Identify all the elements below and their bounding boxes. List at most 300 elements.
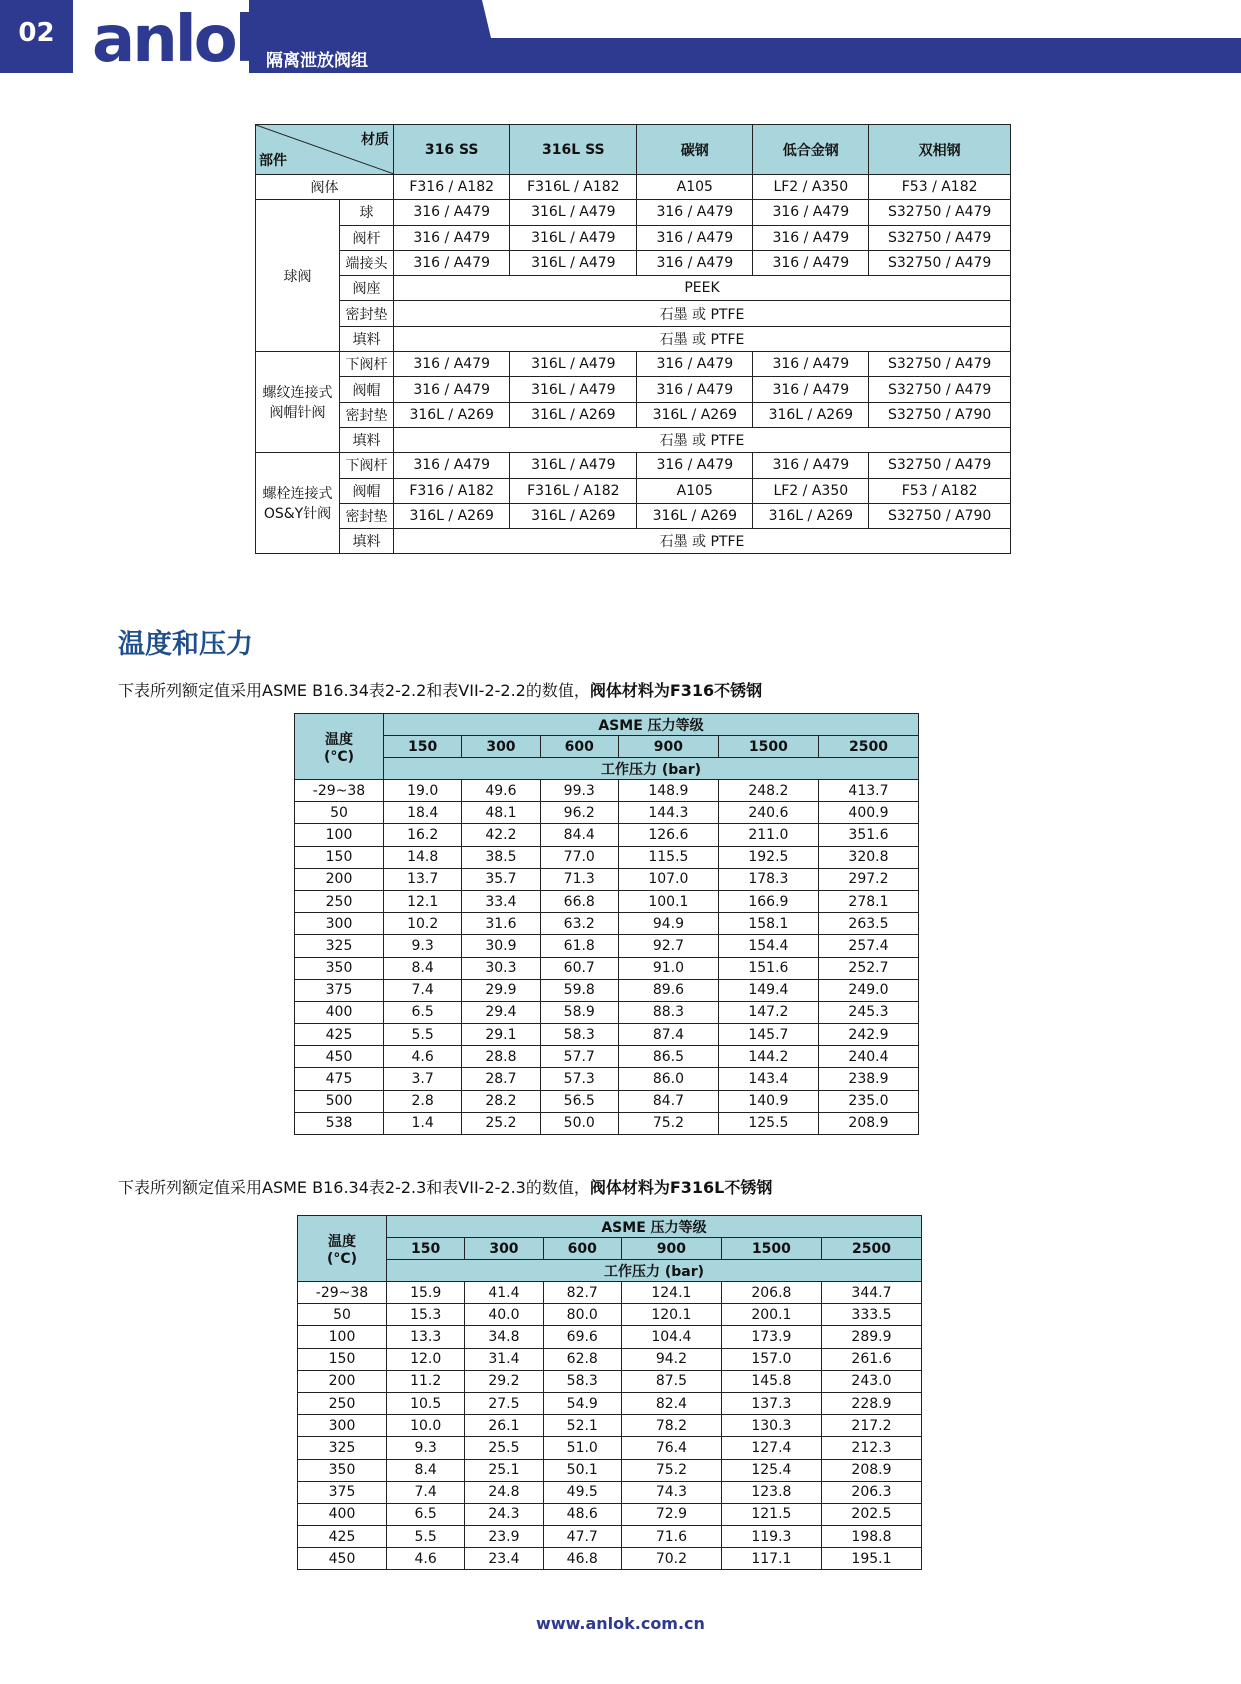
table-cell: 316 / A479 [753, 453, 869, 478]
pressure-cell: 13.7 [384, 868, 462, 890]
table-cell: S32750 / A479 [869, 352, 1011, 377]
note-bold: 阀体材料为F316L不锈钢 [589, 1178, 773, 1197]
pressure-cell: 82.4 [621, 1392, 721, 1414]
pressure-cell: 125.4 [721, 1459, 821, 1481]
table-cell: 316L / A479 [510, 225, 637, 250]
table-row [295, 824, 919, 846]
pressure-cell: 50.1 [543, 1459, 621, 1481]
part-label: 密封垫 [340, 503, 394, 528]
pressure-cell: 34.8 [465, 1326, 543, 1348]
table-cell: 316 / A479 [637, 453, 753, 478]
group-label-threaded-bonnet-needle-valve [256, 352, 340, 453]
pressure-cell: 238.9 [818, 1068, 918, 1090]
table-cell: 316L / A479 [510, 200, 637, 225]
pressure-cell: 75.2 [621, 1459, 721, 1481]
table-cell: 316 / A479 [753, 377, 869, 402]
pressure-cell: 413.7 [818, 780, 918, 802]
pressure-cell: 400.9 [818, 802, 918, 824]
pressure-cell: 25.1 [465, 1459, 543, 1481]
table-row [298, 1526, 922, 1548]
pressure-cell: 120.1 [621, 1304, 721, 1326]
logo: anlok [92, 3, 275, 77]
part-label: 填料 [340, 427, 394, 452]
table-cell: F316 / A182 [394, 478, 510, 503]
material-table [255, 124, 1011, 554]
part-label: 阀座 [340, 276, 394, 301]
class-cell: 300 [462, 736, 540, 758]
table-cell: A105 [637, 478, 753, 503]
pressure-cell: 13.3 [387, 1326, 465, 1348]
pressure-cell: 178.3 [718, 868, 818, 890]
table-cell: 316 / A479 [637, 225, 753, 250]
pressure-cell: 87.4 [618, 1024, 718, 1046]
pressure-cell: 252.7 [818, 957, 918, 979]
pressure-cell: 27.5 [465, 1392, 543, 1414]
table-cell: F53 / A182 [869, 478, 1011, 503]
pressure-cell: 86.5 [618, 1046, 718, 1068]
pressure-cell: 30.3 [462, 957, 540, 979]
table-cell: S32750 / A479 [869, 225, 1011, 250]
pressure-cell: 320.8 [818, 846, 918, 868]
pressure-cell: 56.5 [540, 1090, 618, 1112]
table-cell: S32750 / A790 [869, 402, 1011, 427]
pressure-cell: 29.2 [465, 1370, 543, 1392]
table-cell: 316 / A479 [753, 225, 869, 250]
pressure-cell: 23.9 [465, 1526, 543, 1548]
pressure-cell: 8.4 [387, 1459, 465, 1481]
table-cell: 316 / A479 [394, 352, 510, 377]
pressure-cell: 54.9 [543, 1392, 621, 1414]
table-row [298, 1282, 922, 1304]
part-label: 填料 [340, 529, 394, 554]
pressure-cell: 24.8 [465, 1481, 543, 1503]
pressure-cell: 2.8 [384, 1090, 462, 1112]
class-cell: 1500 [718, 736, 818, 758]
table-row [298, 1437, 922, 1459]
class-header: ASME 压力等级 [384, 714, 919, 736]
material-header: 316L SS [510, 125, 637, 175]
pressure-cell: 261.6 [821, 1348, 921, 1370]
pressure-cell: 243.0 [821, 1370, 921, 1392]
pressure-cell: 235.0 [818, 1090, 918, 1112]
table-cell: 316 / A479 [637, 250, 753, 275]
table-cell: F53 / A182 [869, 175, 1011, 200]
pressure-cell: 25.2 [462, 1112, 540, 1134]
pressure-cell: 18.4 [384, 802, 462, 824]
unit-header: 工作压力 (bar) [387, 1260, 922, 1282]
temp-cell: 200 [298, 1370, 387, 1392]
pressure-cell: 10.2 [384, 913, 462, 935]
pressure-cell: 195.1 [821, 1548, 921, 1570]
table-cell: 316 / A479 [753, 352, 869, 377]
pressure-cell: 344.7 [821, 1282, 921, 1304]
material-header: 低合金钢 [753, 125, 869, 175]
class-cell: 2500 [821, 1238, 921, 1260]
pressure-cell: 35.7 [462, 868, 540, 890]
pressure-cell: 1.4 [384, 1112, 462, 1134]
pressure-cell: 242.9 [818, 1024, 918, 1046]
pressure-cell: 127.4 [721, 1437, 821, 1459]
temp-cell: 300 [295, 913, 384, 935]
table-row [298, 1481, 922, 1503]
pressure-cell: 96.2 [540, 802, 618, 824]
pressure-cell: 154.4 [718, 935, 818, 957]
table-row [298, 1548, 922, 1570]
temp-cell: 400 [295, 1001, 384, 1023]
table-cell: 316L / A269 [394, 402, 510, 427]
group-label-line: OS&Y针阀 [263, 506, 332, 523]
pressure-cell: 8.4 [384, 957, 462, 979]
pressure-cell: 100.1 [618, 890, 718, 912]
pressure-cell: 9.3 [384, 935, 462, 957]
class-cell: 2500 [818, 736, 918, 758]
note-bold: 阀体材料为F316不锈钢 [589, 681, 763, 700]
group-label-ball-valve: 球阀 [256, 200, 340, 352]
pressure-cell: 3.7 [384, 1068, 462, 1090]
pressure-cell: 297.2 [818, 868, 918, 890]
pressure-cell: 15.3 [387, 1304, 465, 1326]
pressure-cell: 29.9 [462, 979, 540, 1001]
pressure-cell: 158.1 [718, 913, 818, 935]
pressure-cell: 88.3 [618, 1001, 718, 1023]
pressure-cell: 121.5 [721, 1503, 821, 1525]
pressure-cell: 71.6 [621, 1526, 721, 1548]
table-row [295, 1046, 919, 1068]
pressure-cell: 200.1 [721, 1304, 821, 1326]
table-row [295, 1001, 919, 1023]
pressure-cell: 40.0 [465, 1304, 543, 1326]
pressure-cell: 147.2 [718, 1001, 818, 1023]
class-cell: 600 [543, 1238, 621, 1260]
pressure-cell: 15.9 [387, 1282, 465, 1304]
pressure-cell: 31.6 [462, 913, 540, 935]
pressure-cell: 289.9 [821, 1326, 921, 1348]
table-cell: A105 [637, 175, 753, 200]
pressure-cell: 126.6 [618, 824, 718, 846]
note-text: 下表所列额定值采用ASME B16.34表2-2.3和表VII-2-2.3的数值， [118, 1178, 590, 1197]
table-cell: 316 / A479 [637, 377, 753, 402]
table-cell: F316L / A182 [510, 478, 637, 503]
section-title: 温度和压力 [118, 629, 253, 660]
table-row [298, 1459, 922, 1481]
table-row [295, 802, 919, 824]
pressure-cell: 14.8 [384, 846, 462, 868]
pressure-cell: 92.7 [618, 935, 718, 957]
table-row [295, 1024, 919, 1046]
group-label-bolted-bonnet-osy-needle-valve [256, 453, 340, 554]
table-cell: 316L / A479 [510, 250, 637, 275]
table-cell: 316 / A479 [394, 200, 510, 225]
table-cell: S32750 / A479 [869, 453, 1011, 478]
pressure-cell: 69.6 [543, 1326, 621, 1348]
pressure-cell: 125.5 [718, 1112, 818, 1134]
part-label: 下阀杆 [340, 453, 394, 478]
part-label: 阀杆 [340, 225, 394, 250]
table-cell: 316 / A479 [753, 250, 869, 275]
pressure-cell: 248.2 [718, 780, 818, 802]
pressure-cell: 104.4 [621, 1326, 721, 1348]
pressure-cell: 4.6 [384, 1046, 462, 1068]
pressure-cell: 52.1 [543, 1415, 621, 1437]
pressure-cell: 94.2 [621, 1348, 721, 1370]
pressure-cell: 47.7 [543, 1526, 621, 1548]
group-label-line: 阀帽针阀 [269, 405, 326, 422]
part-label: 端接头 [340, 250, 394, 275]
temp-cell: 425 [298, 1526, 387, 1548]
pressure-cell: 257.4 [818, 935, 918, 957]
pressure-cell: 58.3 [540, 1024, 618, 1046]
class-cell: 150 [387, 1238, 465, 1260]
temp-cell: 450 [295, 1046, 384, 1068]
pressure-cell: 143.4 [718, 1068, 818, 1090]
temp-cell: 400 [298, 1503, 387, 1525]
table-cell: LF2 / A350 [753, 478, 869, 503]
pressure-cell: 50.0 [540, 1112, 618, 1134]
temp-cell: 475 [295, 1068, 384, 1090]
pressure-cell: 94.9 [618, 913, 718, 935]
pressure-cell: 84.4 [540, 824, 618, 846]
table-cell: 316L / A269 [510, 402, 637, 427]
pressure-cell: 57.3 [540, 1068, 618, 1090]
table-row [295, 913, 919, 935]
table-row [298, 1326, 922, 1348]
temp-cell: -29~38 [298, 1282, 387, 1304]
temp-header-unit: (°C) [323, 748, 355, 765]
part-label: 密封垫 [340, 301, 394, 326]
temp-cell: 375 [298, 1481, 387, 1503]
pressure-cell: 74.3 [621, 1481, 721, 1503]
part-label: 阀帽 [340, 377, 394, 402]
group-label-line: 螺栓连接式 [262, 486, 333, 503]
pressure-cell: 48.1 [462, 802, 540, 824]
pressure-cell: 29.1 [462, 1024, 540, 1046]
table-cell: S32750 / A790 [869, 503, 1011, 528]
pressure-table-f316 [294, 713, 919, 1135]
pressure-cell: 173.9 [721, 1326, 821, 1348]
temp-header [298, 1216, 387, 1282]
table-cell: 316 / A479 [753, 200, 869, 225]
pressure-cell: 137.3 [721, 1392, 821, 1414]
temp-cell: 350 [295, 957, 384, 979]
pressure-cell: 130.3 [721, 1415, 821, 1437]
temp-header-line: 温度 [325, 731, 353, 748]
pressure-cell: 228.9 [821, 1392, 921, 1414]
pressure-cell: 206.3 [821, 1481, 921, 1503]
pressure-cell: 78.2 [621, 1415, 721, 1437]
temp-cell: 50 [295, 802, 384, 824]
pressure-cell: 124.1 [621, 1282, 721, 1304]
table-row [295, 979, 919, 1001]
table-row [298, 1392, 922, 1414]
pressure-cell: 263.5 [818, 913, 918, 935]
pressure-cell: 89.6 [618, 979, 718, 1001]
pressure-cell: 10.5 [387, 1392, 465, 1414]
note-text: 下表所列额定值采用ASME B16.34表2-2.2和表VII-2-2.2的数值， [118, 681, 590, 700]
temp-cell: 450 [298, 1548, 387, 1570]
table-row [298, 1370, 922, 1392]
corner-bottom-label: 部件 [259, 153, 287, 169]
span-cell: 石墨 或 PTFE [394, 301, 1011, 326]
pressure-cell: 123.8 [721, 1481, 821, 1503]
pressure-cell: 217.2 [821, 1415, 921, 1437]
temp-cell: 538 [295, 1112, 384, 1134]
page-number: 02 [18, 18, 55, 48]
pressure-cell: 149.4 [718, 979, 818, 1001]
table-cell: S32750 / A479 [869, 200, 1011, 225]
corner-cell [256, 125, 394, 175]
document-title: 隔离泄放阀组 [266, 51, 368, 71]
pressure-cell: 9.3 [387, 1437, 465, 1459]
pressure-cell: 198.8 [821, 1526, 921, 1548]
pressure-cell: 240.4 [818, 1046, 918, 1068]
table-cell: 316 / A479 [637, 352, 753, 377]
corner-top-label: 材质 [361, 132, 389, 148]
pressure-cell: 49.5 [543, 1481, 621, 1503]
temp-cell: 375 [295, 979, 384, 1001]
table-row [295, 846, 919, 868]
pressure-cell: 48.6 [543, 1503, 621, 1525]
pressure-cell: 166.9 [718, 890, 818, 912]
pressure-cell: 38.5 [462, 846, 540, 868]
table-cell: 316L / A269 [637, 503, 753, 528]
table-cell: F316L / A182 [510, 175, 637, 200]
pressure-cell: 148.9 [618, 780, 718, 802]
table-cell: 316L / A269 [753, 402, 869, 427]
pressure-cell: 206.8 [721, 1282, 821, 1304]
table-row [295, 957, 919, 979]
pressure-cell: 26.1 [465, 1415, 543, 1437]
table-row [295, 935, 919, 957]
pressure-cell: 28.8 [462, 1046, 540, 1068]
table-cell: S32750 / A479 [869, 377, 1011, 402]
table-row [295, 868, 919, 890]
part-label: 球 [340, 200, 394, 225]
pressure-cell: 12.1 [384, 890, 462, 912]
class-cell: 300 [465, 1238, 543, 1260]
pressure-cell: 30.9 [462, 935, 540, 957]
pressure-cell: 151.6 [718, 957, 818, 979]
pressure-cell: 29.4 [462, 1001, 540, 1023]
temp-cell: 50 [298, 1304, 387, 1326]
span-cell: 石墨 或 PTFE [394, 529, 1011, 554]
pressure-cell: 278.1 [818, 890, 918, 912]
pressure-cell: 19.0 [384, 780, 462, 802]
pressure-cell: 202.5 [821, 1503, 921, 1525]
table-cell: 316 / A479 [394, 225, 510, 250]
pressure-cell: 249.0 [818, 979, 918, 1001]
pressure-cell: 46.8 [543, 1548, 621, 1570]
table-cell: 316L / A479 [510, 377, 637, 402]
pressure-cell: 62.8 [543, 1348, 621, 1370]
material-header: 316 SS [394, 125, 510, 175]
class-cell: 900 [618, 736, 718, 758]
pressure-cell: 11.2 [387, 1370, 465, 1392]
pressure-cell: 77.0 [540, 846, 618, 868]
footer-url[interactable]: www.anlok.com.cn [536, 1614, 705, 1633]
pressure-cell: 351.6 [818, 824, 918, 846]
temp-cell: 150 [295, 846, 384, 868]
pressure-cell: 6.5 [384, 1001, 462, 1023]
pressure-cell: 28.2 [462, 1090, 540, 1112]
table-row [298, 1348, 922, 1370]
temp-cell: 250 [298, 1392, 387, 1414]
pressure-cell: 86.0 [618, 1068, 718, 1090]
pressure-cell: 51.0 [543, 1437, 621, 1459]
temp-header-unit: (°C) [326, 1250, 358, 1267]
material-header: 碳钢 [637, 125, 753, 175]
table-cell: F316 / A182 [394, 175, 510, 200]
table-row [295, 1112, 919, 1134]
pressure-cell: 99.3 [540, 780, 618, 802]
table-cell: 316L / A269 [510, 503, 637, 528]
pressure-cell: 157.0 [721, 1348, 821, 1370]
table-row [295, 1068, 919, 1090]
table-cell: 316L / A269 [394, 503, 510, 528]
pressure-cell: 144.2 [718, 1046, 818, 1068]
class-cell: 150 [384, 736, 462, 758]
pressure-cell: 49.6 [462, 780, 540, 802]
table-cell: 316 / A479 [394, 377, 510, 402]
pressure-cell: 7.4 [384, 979, 462, 1001]
pressure-cell: 333.5 [821, 1304, 921, 1326]
temp-cell: 300 [298, 1415, 387, 1437]
pressure-cell: 107.0 [618, 868, 718, 890]
temp-cell: 425 [295, 1024, 384, 1046]
table-cell: 316L / A479 [510, 352, 637, 377]
pressure-cell: 63.2 [540, 913, 618, 935]
pressure-cell: 240.6 [718, 802, 818, 824]
pressure-cell: 76.4 [621, 1437, 721, 1459]
table-cell: 316L / A479 [510, 453, 637, 478]
class-cell: 900 [621, 1238, 721, 1260]
pressure-cell: 60.7 [540, 957, 618, 979]
pressure-cell: 145.8 [721, 1370, 821, 1392]
pressure-cell: 58.9 [540, 1001, 618, 1023]
group-label-line: 螺纹连接式 [262, 385, 333, 402]
pressure-cell: 208.9 [821, 1459, 921, 1481]
pressure-cell: 70.2 [621, 1548, 721, 1570]
temp-header [295, 714, 384, 780]
note-f316 [118, 678, 762, 701]
pressure-cell: 71.3 [540, 868, 618, 890]
material-header: 双相钢 [869, 125, 1011, 175]
pressure-cell: 28.7 [462, 1068, 540, 1090]
temp-cell: 350 [298, 1459, 387, 1481]
temp-header-line: 温度 [328, 1233, 356, 1250]
pressure-cell: 208.9 [818, 1112, 918, 1134]
part-label: 密封垫 [340, 402, 394, 427]
pressure-cell: 5.5 [384, 1024, 462, 1046]
pressure-cell: 117.1 [721, 1548, 821, 1570]
temp-cell: 325 [298, 1437, 387, 1459]
pressure-cell: 145.7 [718, 1024, 818, 1046]
table-row [295, 890, 919, 912]
note-f316l [118, 1175, 772, 1198]
pressure-table-f316l [297, 1215, 922, 1570]
pressure-cell: 66.8 [540, 890, 618, 912]
class-cell: 600 [540, 736, 618, 758]
body-label: 阀体 [256, 175, 394, 200]
pressure-cell: 211.0 [718, 824, 818, 846]
part-label: 阀帽 [340, 478, 394, 503]
pressure-cell: 84.7 [618, 1090, 718, 1112]
pressure-cell: 58.3 [543, 1370, 621, 1392]
pressure-cell: 31.4 [465, 1348, 543, 1370]
temp-cell: -29~38 [295, 780, 384, 802]
temp-cell: 250 [295, 890, 384, 912]
table-row [295, 780, 919, 802]
temp-cell: 500 [295, 1090, 384, 1112]
